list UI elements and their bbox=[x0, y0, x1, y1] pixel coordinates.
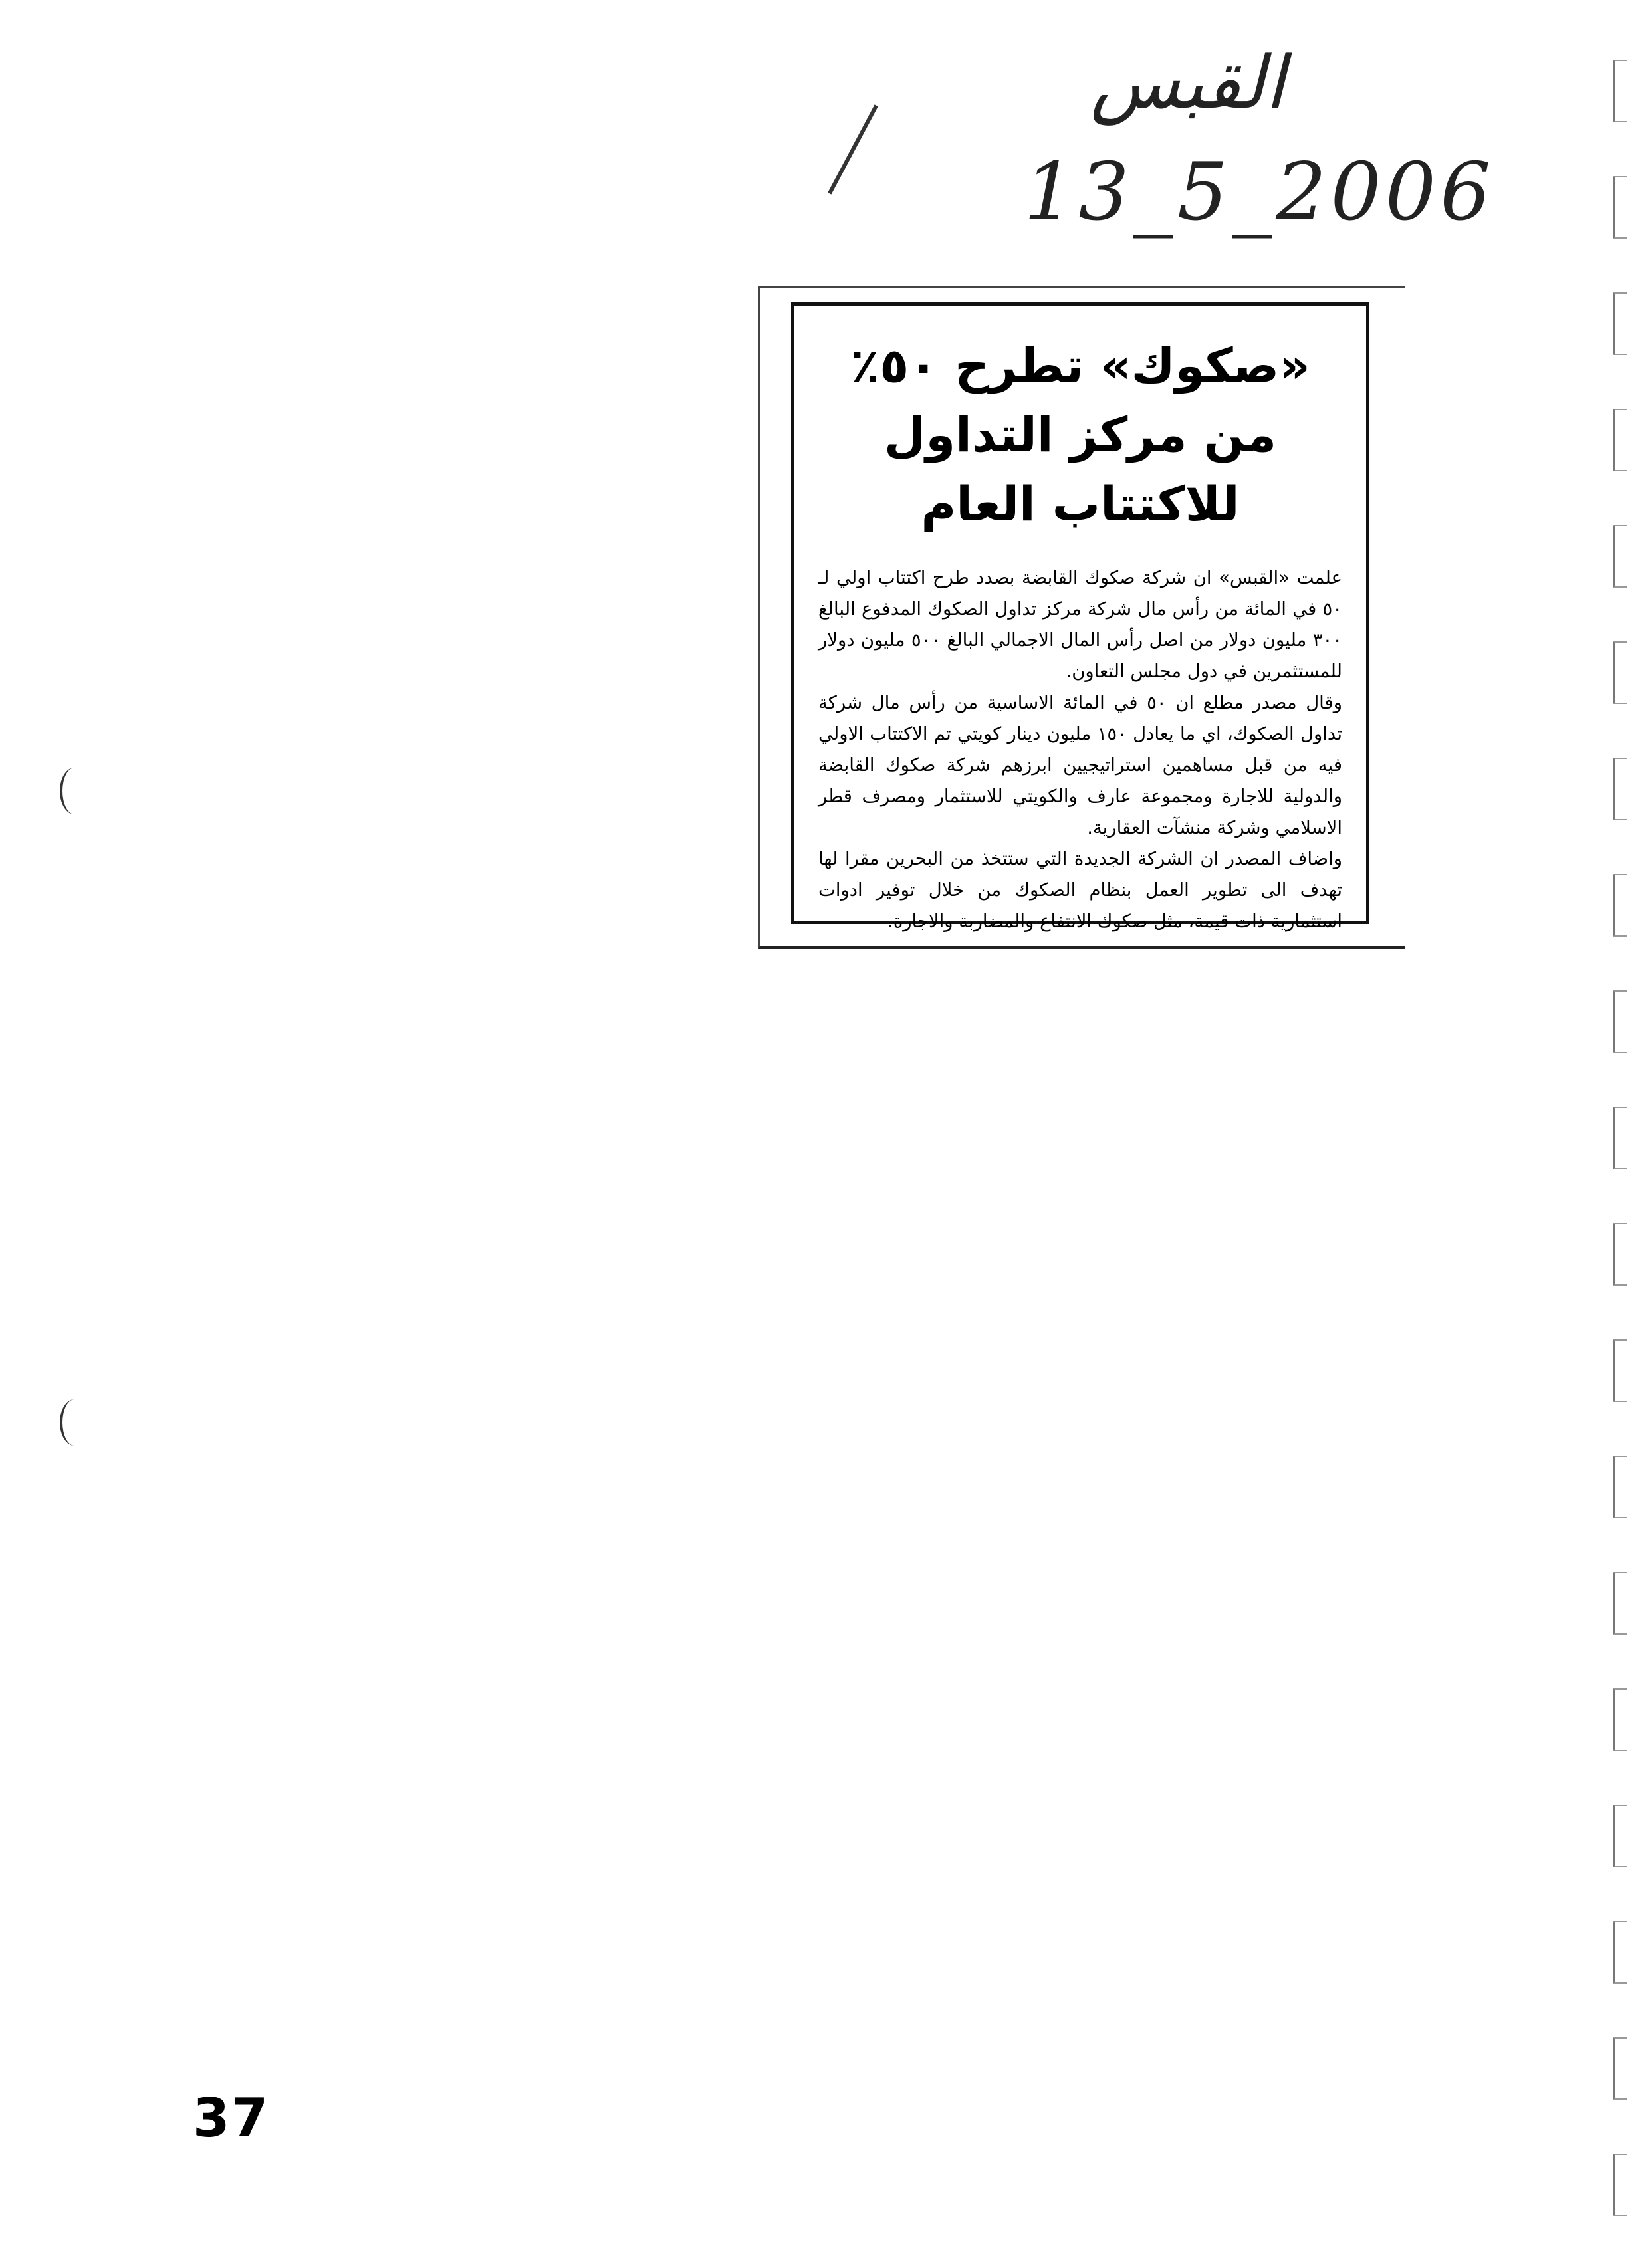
binder-marks bbox=[1600, 0, 1627, 2268]
binder-mark bbox=[1613, 1107, 1627, 1169]
punch-hole bbox=[60, 768, 89, 814]
binder-mark bbox=[1613, 990, 1627, 1053]
binder-mark bbox=[1613, 2037, 1627, 2100]
binder-mark bbox=[1613, 874, 1627, 937]
binder-mark bbox=[1613, 176, 1627, 239]
newspaper-clipping bbox=[791, 302, 1369, 932]
binder-mark bbox=[1613, 409, 1627, 471]
page-number: 37 bbox=[193, 2087, 270, 2149]
article-paragraph: وقال مصدر مطلع ان ٥٠ في المائة الاساسية من رأس مال شركة تداول الصكوك، اي ما يعادل ١٥٠ مليون دينار كويتي تم الاكتتاب الاولي فيه من قبل مساهمين استراتيجيين ابرزهم شركة صكوك القابضة والدولية للاجارة ومجموعة عارف والكويتي للاستثمار ومصرف قطر الاسلامي وشركة منشآت العقارية. bbox=[818, 692, 1342, 838]
binder-mark bbox=[1613, 525, 1627, 588]
binder-mark bbox=[1613, 1572, 1627, 1635]
binder-mark bbox=[1613, 1456, 1627, 1518]
binder-mark bbox=[1613, 60, 1627, 122]
handwritten-slash bbox=[828, 104, 878, 194]
binder-mark bbox=[1613, 1223, 1627, 1286]
punch-hole bbox=[60, 1399, 89, 1446]
handwritten-source: القبس bbox=[1090, 40, 1286, 125]
binder-mark bbox=[1613, 1805, 1627, 1867]
binder-mark bbox=[1613, 1688, 1627, 1751]
binder-mark bbox=[1613, 1339, 1627, 1402]
article-paragraph: علمت «القبس» ان شركة صكوك القابضة بصدد طرح اكتتاب اولي لـ ٥٠ في المائة من رأس مال شركة مركز تداول الصكوك المدفوع البالغ ٣٠٠ مليون دولار من اصل رأس المال الاجمالي البالغ ٥٠٠ مليون دولار للمستثمرين في دول مجلس التعاون. bbox=[818, 567, 1342, 682]
binder-mark bbox=[1613, 292, 1627, 355]
article-headline: «صكوك» تطرح ٥٠٪ من مركز التداول للاكتتاب العام bbox=[850, 338, 1310, 532]
binder-mark bbox=[1613, 1921, 1627, 1984]
handwritten-date: 13_5_2006 bbox=[1024, 146, 1495, 239]
binder-mark bbox=[1613, 2154, 1627, 2216]
binder-mark bbox=[1613, 641, 1627, 704]
article-paragraph: واضاف المصدر ان الشركة الجديدة التي ستتخذ من البحرين مقرا لها تهدف الى تطوير العمل بنظام الصكوك من خلال توفير ادوات استثمارية ذات قيمة، مثل صكوك الانتفاع والمضاربة والاجارة. bbox=[818, 848, 1342, 932]
binder-mark bbox=[1613, 758, 1627, 820]
